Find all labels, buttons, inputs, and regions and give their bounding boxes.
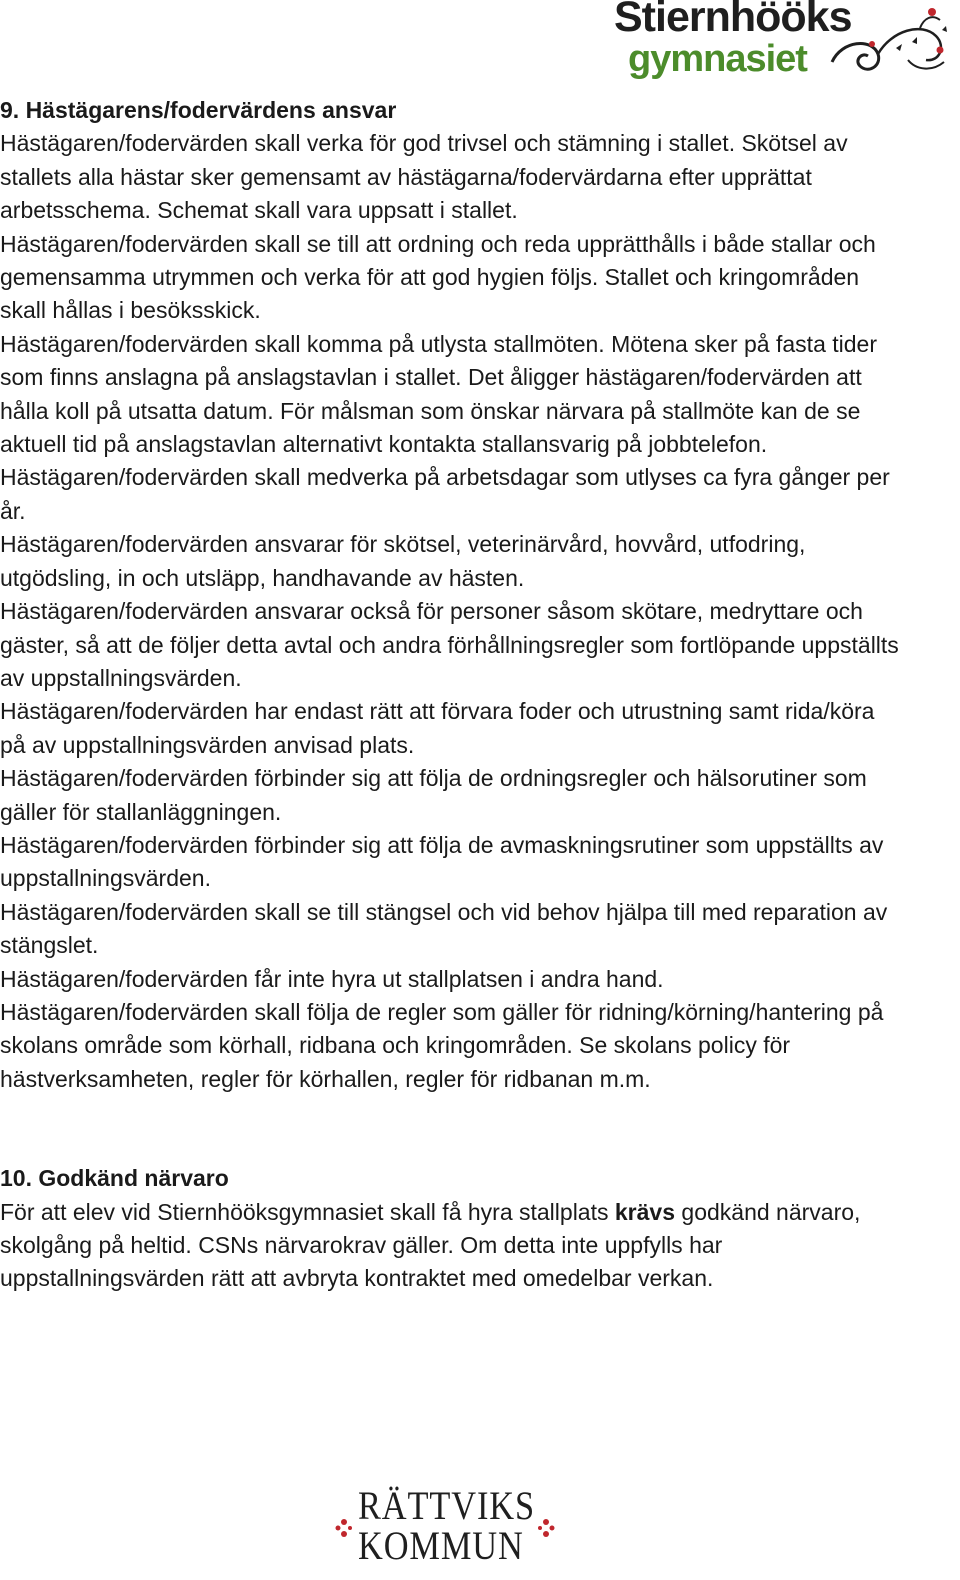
paragraph: Hästägaren/fodervärden förbinder sig att följa de avmaskningsrutiner som uppställts av uppstallningsvärden. <box>0 831 884 892</box>
paragraph: Hästägaren/fodervärden skall se till att ordning och reda upprätthålls i både stallar och gemensamma utrymmen och verka för att god hygien följs. Stallet och kringområden skall hållas i besöksskick. <box>0 230 876 324</box>
paragraph: Hästägaren/fodervärden skall medverka på arbetsdagar som utlyses ca fyra gånger per år. <box>0 464 890 524</box>
attendance-bold-word: krävs <box>614 1198 676 1225</box>
attendance-paragraph <box>0 1196 900 1296</box>
paragraph: Hästägaren/fodervärden förbinder sig att följa de ordningsregler och hälsorutiner som gäller för stallanläggningen. <box>0 765 867 825</box>
section-9-heading: 9. Hästägarens/fodervärdens ansvar <box>0 97 397 123</box>
municipality-logo-line2: KOMMUN <box>358 1523 524 1568</box>
paragraph: Hästägaren/fodervärden ansvarar för skötsel, veterinärvård, hovvård, utfodring, utgödsling, in och utsläpp, handhavande av hästen. <box>0 531 806 591</box>
paragraph: Hästägaren/fodervärden skall följa de regler som gäller för ridning/körning/hantering på skolans område som körhall, ridbana och kringområden. Se skolans policy för hästverksamheten, regler för körhallen, regler för ridbanan m.m. <box>0 998 884 1092</box>
paragraph: Hästägaren/fodervärden får inte hyra ut stallplatsen i andra hand. <box>0 965 664 992</box>
attendance-text-start: För att elev vid Stiernhööksgymnasiet skall få hyra stallplats <box>0 1198 615 1225</box>
paragraph: Hästägaren/fodervärden ansvarar också för personer såsom skötare, medryttare och gäster, så att de följer detta avtal och andra förhållningsregler som fortlöpande uppställts av uppstallningsvärden. <box>0 598 899 691</box>
paragraph: Hästägaren/fodervärden har endast rätt att förvara foder och utrustning samt rida/köra på av uppstallningsvärden anvisad plats. <box>0 698 875 758</box>
paragraph: Hästägaren/fodervärden skall verka för god trivsel och stämning i stallet. Skötsel av stallets alla hästar sker gemensamt av hästägarna/fodervärdarna efter upprättat arbetsschema. Schemat skall vara uppsatt i stallet. <box>0 130 848 224</box>
municipality-logo <box>330 1482 560 1572</box>
paragraph: Hästägaren/fodervärden skall komma på utlysta stallmöten. Mötena sker på fasta tider som finns anslagna på anslagstavlan i stallet. Det åligger hästägaren/fodervärden att hålla koll på utsatta datum. För målsman som önskar närvara på stallmöte kan de se aktuell tid på anslagstavlan alternativt kontakta stallansvarig på jobbtelefon. <box>0 330 877 458</box>
municipality-logo-line1: RÄTTVIKS <box>358 1483 535 1528</box>
school-logo <box>612 0 952 86</box>
document-body <box>0 94 900 1296</box>
flourish-ornament-icon <box>812 0 952 86</box>
school-logo-name: Stiernhööks <box>614 0 852 41</box>
section-10-heading: 10. Godkänd närvaro <box>0 1165 229 1192</box>
paragraph: Hästägaren/fodervärden skall se till stängsel och vid behov hjälpa till med reparation av stängslet. <box>0 898 888 959</box>
school-logo-subname: gymnasiet <box>628 38 807 80</box>
section-spacer <box>0 1096 900 1162</box>
attendance-text-end: godkänd närvaro, skolgång på heltid. CSNs närvarokrav gäller. Om detta inte uppfylls har uppstallningsvärden rätt att avbryta kontraktet med omedelbar verkan. <box>0 1198 861 1292</box>
